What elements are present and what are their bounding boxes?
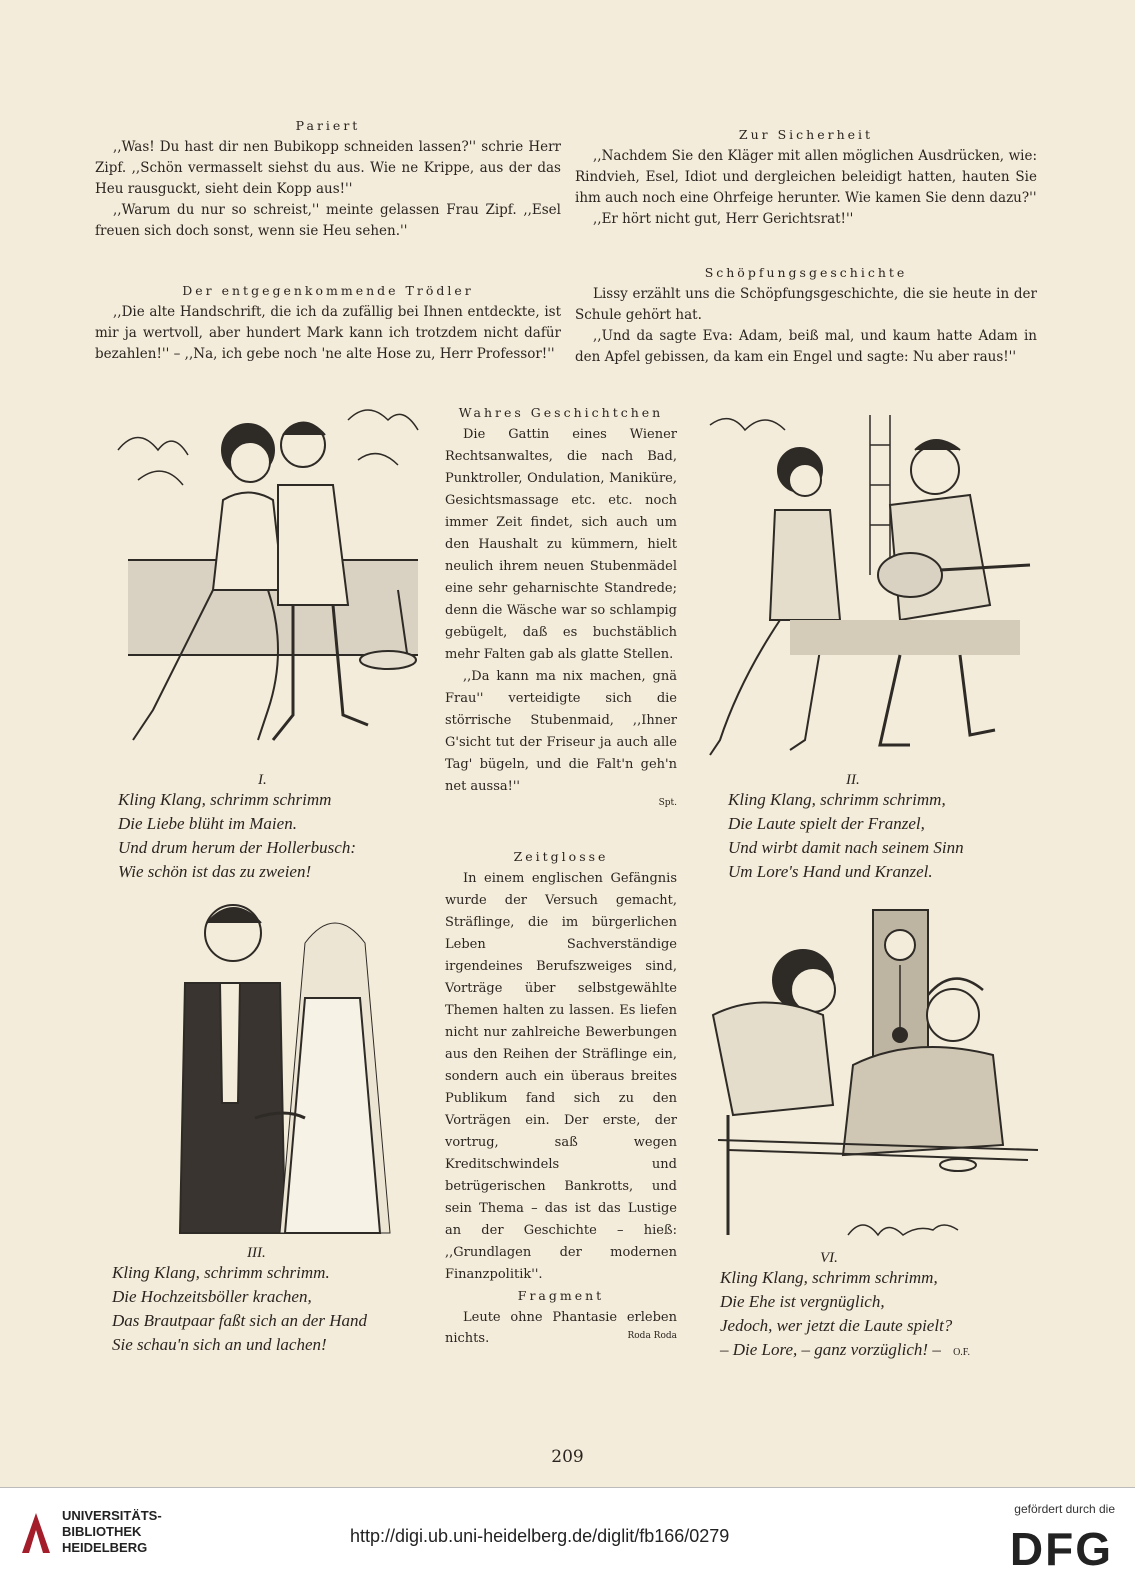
article-paragraph: In einem englischen Gefängnis wurde der Versuch gemacht, Sträflinge, die im bürgerlichen Leben Sachverständige irgendeines Berufszweiges sind, Vorträge über selbstgewählte Themen halten zu lassen. Es liefen nicht nur zahlreiche Bewerbungen aus den Reihen der Sträflinge ein, sondern auch ein überaus breites Publikum fand sich zu den Vorträgen ein. Der erste, der vortrug, saß wegen Kreditschwindels und betrügerischen Bankrotts, und sein Thema – das ist das Lustige an der Geschichte – hieß: ,,Grundlagen der modernen Finanzpolitik''. (445, 871, 677, 1282)
permalink[interactable]: http://digi.ub.uni-heidelberg.de/diglit/fb166/0279 (350, 1526, 730, 1546)
verse-line: Wie schön ist das zu zweien! (118, 862, 312, 881)
verse-2 (728, 772, 1048, 884)
verse-line: Kling Klang, schrimm schrimm, (728, 790, 946, 809)
article-zur-sicherheit (575, 127, 1037, 230)
verse-4 (720, 1250, 1040, 1365)
artist-signature (848, 1225, 958, 1235)
verse-line: Jedoch, wer jetzt die Laute spielt? (720, 1316, 953, 1335)
article-schoepfungsgeschichte (575, 265, 1037, 368)
article-title: Der entgegenkommende Trödler (182, 283, 474, 298)
verse-line: Das Brautpaar faßt sich an der Hand (112, 1311, 367, 1330)
verse-3 (112, 1245, 442, 1357)
couple-on-bench-illustration (98, 390, 443, 765)
verse-line: Um Lore's Hand und Kranzel. (728, 862, 933, 881)
article-title: Zur Sicherheit (738, 127, 874, 142)
article-paragraph: ,,Nachdem Sie den Kläger mit allen möglichen Ausdrücken, wie: Rindvieh, Esel, Idiot und dergleichen beleidigt hatten, hauten Sie ihm auch noch eine Ohrfeige herunter. Wie kamen Sie denn dazu?'' (575, 148, 1037, 206)
article-signature: Roda Roda (627, 1331, 677, 1341)
verse-1 (118, 772, 438, 884)
article-paragraph: ,,Und da sagte Eva: Adam, beiß mal, und kaum hatte Adam in den Apfel gebissen, da kam ein Engel und sagte: Nu aber raus!'' (575, 328, 1037, 365)
verse-numeral: III. (247, 1245, 266, 1261)
verse-line: Und drum herum der Hollerbusch: (118, 838, 356, 857)
dfg-logo: DFG (1009, 1523, 1113, 1575)
married-couple-clock-illustration (688, 895, 1048, 1250)
article-title: Fragment (517, 1288, 605, 1303)
article-title: Zeitglosse (513, 849, 609, 864)
verse-line: – Die Lore, – ganz vorzüglich! – (720, 1340, 941, 1359)
article-title: Wahres Geschichtchen (458, 405, 664, 420)
article-wahres-geschichtchen (445, 405, 677, 808)
article-pariert (95, 118, 561, 242)
article-paragraph: Lissy erzählt uns die Schöpfungsgeschichte, die sie heute in der Schule gehört hat. (575, 286, 1037, 323)
article-paragraph: ,,Warum du nur so schreist,'' meinte gelassen Frau Zipf. ,,Esel freuen sich doch sonst, wenn sie Heu sehen.'' (95, 202, 561, 239)
verse-numeral: I. (258, 772, 267, 788)
wedding-couple-illustration (155, 888, 395, 1243)
article-paragraph: Die Gattin eines Wiener Rechtsanwaltes, die nach Bad, Punktroller, Ondulation, Maniküre, Gesichtsmassage etc. etc. noch immer Zeit findet, sich auch um den Haushalt zu kümmern, hielt neulich ihrem neuen Stubenmädel eine sehr geharnischte Standrede; denn die Wäsche war so schlampig gebügelt, daß es buchstäblich mehr Falten gab als glatte Stellen. (445, 427, 677, 662)
verse-line: Kling Klang, schrimm schrimm. (112, 1263, 330, 1282)
verse-line: Die Liebe blüht im Maien. (118, 814, 297, 833)
funded-by-label: gefördert durch die (1014, 1502, 1115, 1516)
verse-line: Kling Klang, schrimm schrimm (118, 790, 332, 809)
university-logo-icon (18, 1508, 54, 1558)
article-fragment (445, 1288, 677, 1346)
article-paragraph: ,,Was! Du hast dir nen Bubikopp schneiden lassen?'' schrie Herr Zipf. ,,Schön vermasselt siehst du aus. Wie ne Krippe, aus der das Heu rausguckt, sieht dein Kopp aus!'' (95, 139, 561, 197)
article-title: Schöpfungsgeschichte (704, 265, 908, 280)
article-zeitglosse (445, 849, 677, 1286)
article-signature: Spt. (658, 798, 677, 808)
verse-signature: O.F. (953, 1347, 971, 1358)
article-paragraph: Leute ohne Phantasie erleben nichts. (445, 1310, 677, 1346)
article-paragraph: ,,Da kann ma nix machen, gnä Frau'' verteidigte sich die störrische Stubenmaid, ,,Ihner G'sicht tut der Friseur ja auch alle Tag' bügeln, und die Falt'n geh'n net aussa!'' (445, 669, 677, 794)
article-title: Pariert (295, 118, 361, 133)
footer-bar (0, 1487, 1135, 1585)
article-paragraph: ,,Er hört nicht gut, Herr Gerichtsrat!'' (593, 211, 854, 227)
verse-line: Die Ehe ist vergnüglich, (720, 1292, 885, 1311)
lute-player-illustration (690, 385, 1035, 775)
page-number: 209 (551, 1447, 584, 1467)
verse-line: Die Hochzeitsböller krachen, (112, 1287, 312, 1306)
verse-numeral: II. (846, 772, 860, 788)
article-troedler (95, 283, 561, 365)
article-paragraph: ,,Die alte Handschrift, die ich da zufällig bei Ihnen entdeckte, ist mir ja wertvoll, aber hundert Mark kann ich trotzdem nicht dafür bezahlen!'' – ,,Na, ich gebe noch 'ne alte Hose zu, Herr Professor!'' (95, 304, 561, 362)
verse-line: Und wirbt damit nach seinem Sinn (728, 838, 964, 857)
verse-line: Die Laute spielt der Franzel, (728, 814, 925, 833)
verse-line: Kling Klang, schrimm schrimm, (720, 1268, 938, 1287)
institution-name: UNIVERSITÄTS- BIBLIOTHEK HEIDELBERG (62, 1508, 162, 1555)
verse-line: Sie schau'n sich an und lachen! (112, 1335, 327, 1354)
verse-numeral: VI. (820, 1250, 838, 1266)
